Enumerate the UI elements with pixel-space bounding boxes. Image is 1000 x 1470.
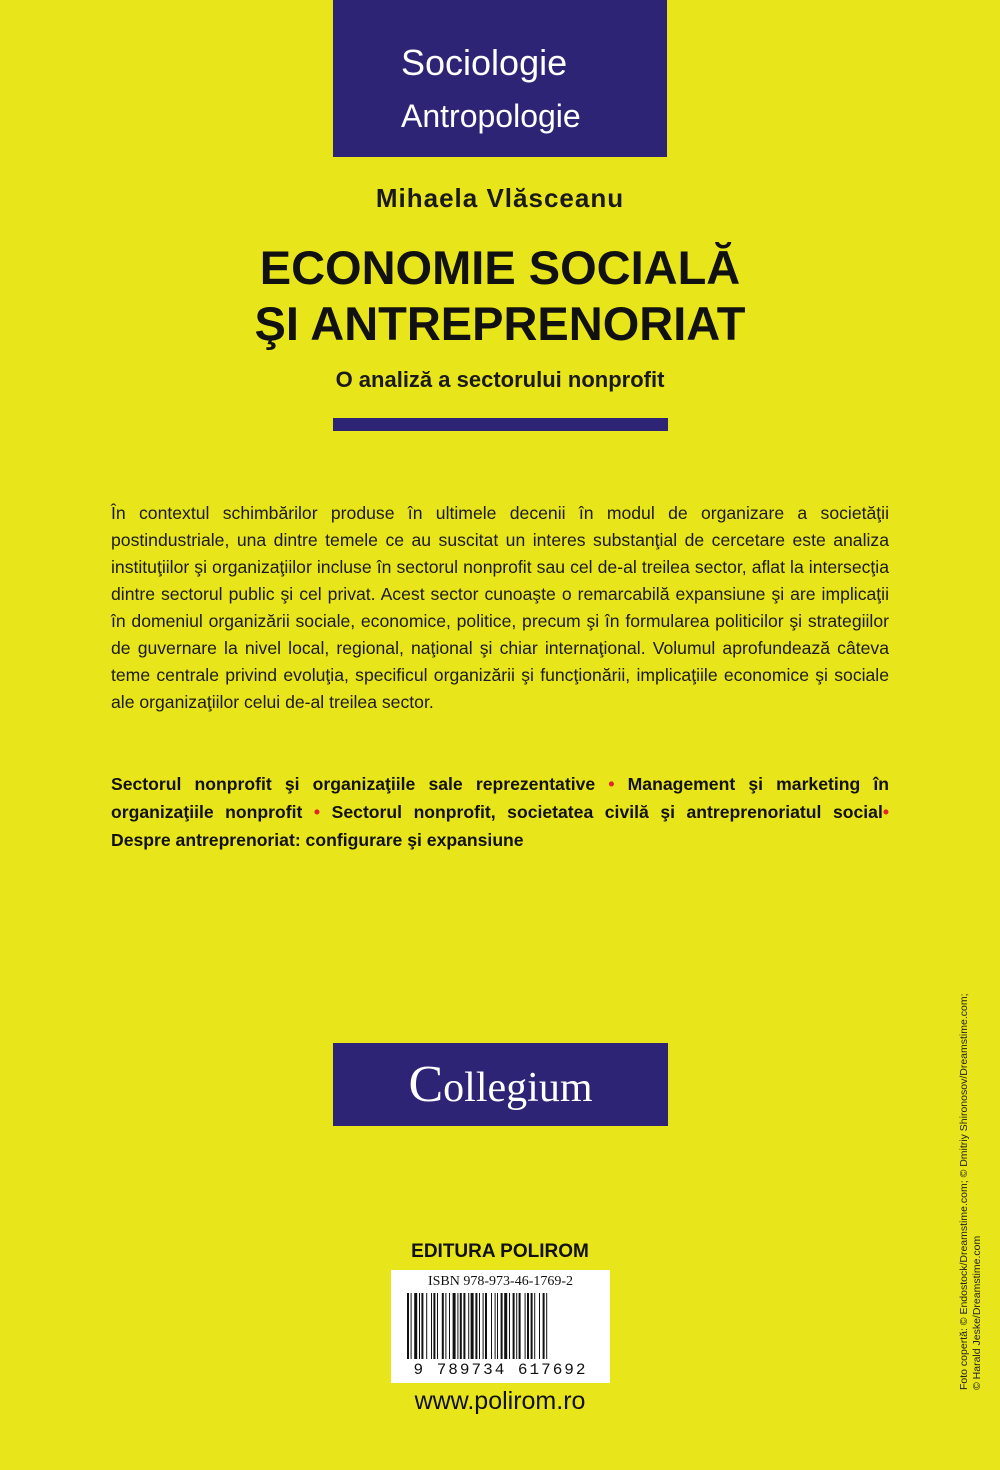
series-line-2: Antropologie <box>401 98 581 134</box>
collegium-logo-rest: ollegium <box>443 1065 593 1111</box>
photo-credits-line-2: © Harald Jeske/Dreamstime.com <box>971 1235 983 1390</box>
book-title-line-2: ŞI ANTREPRENORIAT <box>254 297 746 350</box>
series-line-1: Sociologie <box>401 42 568 83</box>
collegium-logo <box>333 1043 668 1126</box>
book-subtitle: O analiză a sectorului nonprofit <box>335 367 665 392</box>
topic-item: Despre antreprenoriat: configurare şi expansiune <box>111 830 524 850</box>
barcode-panel <box>391 1270 610 1383</box>
topic-bullet: • <box>313 802 321 822</box>
photo-credits <box>958 770 984 1390</box>
blurb-paragraph: În contextul schimbărilor produse în ultimele decenii în modul de organizare a societăţii postindustriale, una dintre temele ce au suscitat un interes substanţial de cercetare este analiza instituţiilor şi organizaţiilor incluse în sectorul nonprofit sau cel de-al treilea sector, aflat la intersecţia dintre sectorul public şi cel privat. Acest sector cunoaşte o remarcabilă expansiune şi are implicaţii în domeniul organizării sociale, economice, politice, precum şi în formularea politicilor şi strategiilor de guvernare la nivel local, regional, naţional şi chiar internaţional. Volumul aprofundează câteva teme centrale privind evoluţia, specificul organizării şi funcţionării, implicaţiile economice şi sociale ale organizaţiilor celui de-al treilea sector. <box>111 503 889 712</box>
collegium-logo-cap: C <box>408 1056 444 1113</box>
photo-credits-line-1: Foto copertă: © Endostock/Dreamstime.com; © Dmitriy Shironosov/Dreamstime.com; <box>958 993 970 1390</box>
topic-bullet: • <box>882 802 890 822</box>
topic-item: Sectorul nonprofit, societatea civilă şi antreprenoriatul social <box>331 802 883 822</box>
book-title-line-1: ECONOMIE SOCIALĂ <box>259 241 741 294</box>
book-title <box>0 240 1000 352</box>
publisher-website: www.polirom.ro <box>414 1387 586 1415</box>
publisher-name: EDITURA POLIROM <box>411 1241 589 1262</box>
topic-item: Sectorul nonprofit şi organizaţiile sale reprezentative <box>111 774 596 794</box>
barcode-icon <box>405 1293 596 1361</box>
series-banner <box>333 0 667 157</box>
ean-digits: 9 789734 617692 <box>413 1361 588 1379</box>
isbn-text: ISBN 978-973-46-1769-2 <box>427 1274 574 1289</box>
topic-bullet: • <box>608 774 615 794</box>
author-name: Mihaela Vlăsceanu <box>375 183 625 213</box>
topics-list <box>111 770 889 854</box>
divider-bar <box>333 418 668 431</box>
topic-item: Management şi marketing în organizaţiile nonprofit <box>111 774 890 822</box>
